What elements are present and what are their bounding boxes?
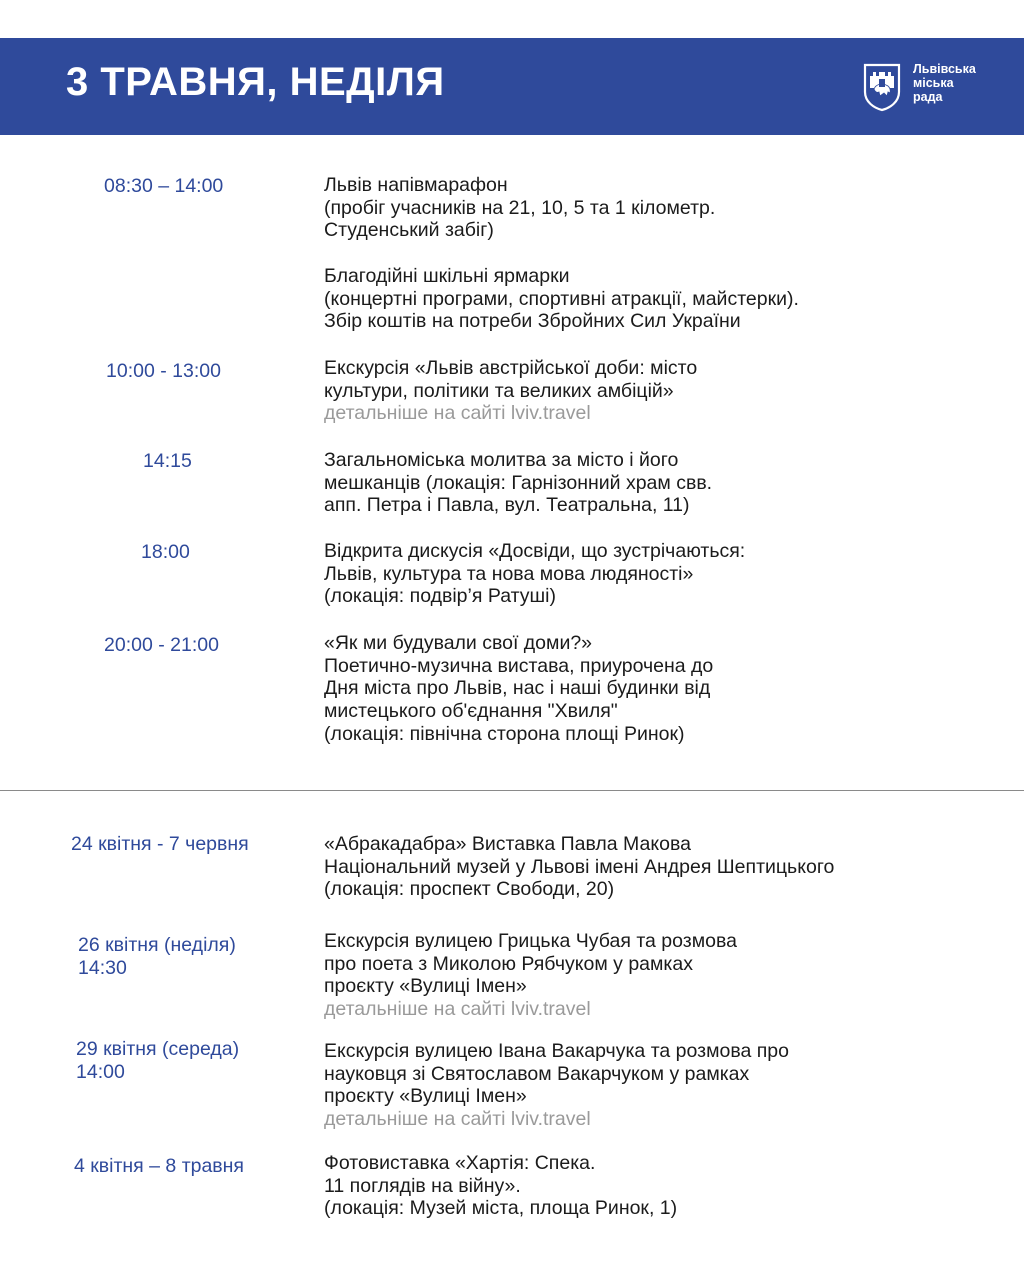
details-link[interactable]: детальніше на сайті lviv.travel <box>324 1108 591 1131</box>
page-title: 3 ТРАВНЯ, НЕДІЛЯ <box>66 60 445 104</box>
logo-text: Львівська міська рада <box>913 62 976 104</box>
details-link[interactable]: детальніше на сайті lviv.travel <box>324 998 591 1021</box>
city-council-logo[interactable] <box>862 62 974 114</box>
event-description: Відкрита дискусія «Досвіди, що зустрічаються: Львів, культура та нова мова людяності» (локація: подвір’я Ратуші) <box>324 540 746 608</box>
event-description: Екскурсія вулицею Грицька Чубая та розмова про поета з Миколою Рябчуком у рамках проєкту «Вулиці Імен» детальніше на сайті lviv.travel <box>324 930 737 1021</box>
lion-crest-icon <box>862 62 902 112</box>
event-date: 4 квітня – 8 травня <box>74 1155 244 1177</box>
event-description: Львів напівмарафон (пробіг учасників на 21, 10, 5 та 1 кілометр. Студенський забіг) Благодійні шкільні ярмарки (концертні програми, спортивні атракції, майстерки). Збір коштів на потреби Збройних Сил України <box>324 174 799 333</box>
event-date: 29 квітня (середа) 14:00 <box>76 1038 240 1083</box>
event-description: «Як ми будували свої доми?» Поетично-музична вистава, приурочена до Дня міста про Львів, нас і наші будинки від мистецького об'єднання "Хвиля" (локація: північна сторона площі Ринок) <box>324 632 714 745</box>
event-time: 18:00 <box>141 541 190 563</box>
event-time: 08:30 – 14:00 <box>104 175 224 197</box>
event-description: Фотовиставка «Хартія: Спека. 11 поглядів на війну». (локація: Музей міста, площа Ринок, 1) <box>324 1152 678 1220</box>
event-time: 20:00 - 21:00 <box>104 634 219 656</box>
event-time: 10:00 - 13:00 <box>106 360 221 382</box>
event-time: 14:15 <box>143 450 192 472</box>
event-description: Екскурсія вулицею Івана Вакарчука та розмова про науковця зі Святославом Вакарчуком у рамках проєкту «Вулиці Імен» детальніше на сайті lviv.travel <box>324 1040 789 1131</box>
details-link[interactable]: детальніше на сайті lviv.travel <box>324 402 591 425</box>
section-divider <box>0 790 1024 791</box>
event-date: 24 квітня - 7 червня <box>71 833 249 855</box>
event-date: 26 квітня (неділя) 14:30 <box>78 934 236 979</box>
event-description: Загальноміська молитва за місто і його мешканців (локація: Гарнізонний храм свв. апп. Петра і Павла, вул. Театральна, 11) <box>324 449 713 517</box>
event-description: «Абракадабра» Виставка Павла Макова Національний музей у Львові імені Андрея Шептицького (локація: проспект Свободи, 20) <box>324 833 835 901</box>
event-description: Екскурсія «Львів австрійської доби: місто культури, політики та великих амбіцій» детальніше на сайті lviv.travel <box>324 357 698 425</box>
